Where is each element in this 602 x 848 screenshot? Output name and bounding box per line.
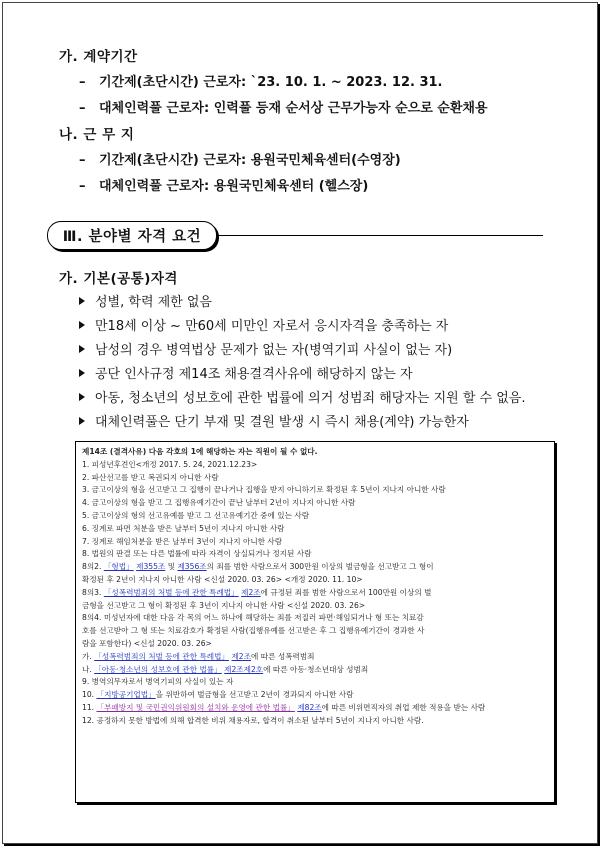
law-link[interactable]: 「성폭력범죄의 처벌 등에 관한 특례법」 bbox=[103, 587, 239, 597]
basic-item: 만18세 이상 ~ 만60세 미만인 자로서 응시자격을 충족하는 자 bbox=[79, 315, 448, 334]
law-link[interactable]: 제82조 bbox=[297, 702, 322, 712]
article-line: 12. 공정하지 못한 방법에 의해 합격한 비위 채용자로, 합격이 취소된 날부터 5년이 지나지 아니한 사람. bbox=[82, 715, 424, 725]
law-link[interactable]: 「부패방지 및 국민권익위원회의 설치와 운영에 관한 법률」 bbox=[96, 702, 295, 712]
section-title: Ⅲ. 분야별 자격 요건 bbox=[47, 221, 217, 250]
article-line: 람을 포함한다) <신설 2020. 03. 26> bbox=[82, 638, 212, 648]
basic-item: 대체인력풀은 단기 부재 및 결원 발생 시 즉시 채용(계약) 가능한자 bbox=[79, 411, 469, 430]
article-title: 제14조 (결격사유) 다음 각호의 1에 해당하는 자는 직원이 될 수 없다. bbox=[82, 447, 318, 456]
article-line: 8. 법원의 판결 또는 다른 법률에 따라 자격이 상실되거나 정지된 사람 bbox=[82, 549, 312, 559]
article-line: 3. 금고이상의 형을 선고받고 그 집행이 끝나거나 집행을 받지 아니하기로 확정된 후 5년이 지나지 아니한 사람 bbox=[82, 485, 446, 495]
article-line: 8의3. 「성폭력범죄의 처벌 등에 관한 특례법」 제2조에 규정된 죄를 범한 사람으로서 100만원 이상의 벌 bbox=[82, 587, 432, 597]
article-line: 가. 「성폭력범죄의 처벌 등에 관한 특례법」 제2조에 따른 성폭력범죄 bbox=[82, 651, 315, 661]
article-line: 10. 「지방공기업법」을 위반하여 벌금형을 선고받고 2년이 경과되지 아니한 사람 bbox=[82, 690, 354, 700]
triangle-bullet-icon bbox=[79, 417, 85, 425]
law-link[interactable]: 제2조제2호 bbox=[224, 664, 264, 674]
article-line: 8의2. 「형법」 제355조 및 제356조의 죄를 범한 사람으로서 300만원 이상의 벌금형을 선고받고 그 형이 bbox=[82, 562, 434, 572]
triangle-bullet-icon bbox=[79, 345, 85, 353]
triangle-bullet-icon bbox=[79, 321, 85, 329]
basic-item: 아동, 청소년의 성보호에 관한 법률에 의거 성범죄 해당자는 지원 할 수 없음. bbox=[79, 387, 525, 406]
contract-heading: 가. 계약기간 bbox=[59, 49, 138, 65]
article-line: 9. 병역의무자로서 병역기피의 사실이 있는 자 bbox=[82, 677, 234, 687]
law-link[interactable]: 제356조 bbox=[177, 562, 207, 572]
article-line: 2. 파산선고를 받고 복권되지 아니한 사람 bbox=[82, 472, 219, 482]
law-link[interactable]: 「아동·청소년의 성보호에 관한 법률」 bbox=[94, 664, 222, 674]
article-line: 6. 징계로 파면 처분을 받은 날부터 5년이 지나지 아니한 사람 bbox=[82, 523, 285, 533]
article-line: 8의4. 미성년자에 대한 다음 각 목의 어느 하나에 해당하는 죄를 저질러 파면·해임되거나 형 또는 치료감 bbox=[82, 613, 424, 623]
basic-item: 성별, 학력 제한 없음 bbox=[79, 291, 212, 310]
law-link[interactable]: 제2조 bbox=[241, 587, 261, 597]
article-line: 11. 「부패방지 및 국민권익위원회의 설치와 운영에 관한 법률」 제82조에 따른 비위면직자의 취업 제한 적용을 받는 사람 bbox=[82, 702, 486, 712]
law-link[interactable]: 제2조 bbox=[231, 651, 251, 661]
basic-item: 남성의 경우 병역법상 문제가 없는 자(병역기피 사실이 없는 자) bbox=[79, 339, 452, 358]
basic-item: 공단 인사규정 제14조 채용결격사유에 해당하지 않는 자 bbox=[79, 363, 413, 382]
article-line: 5. 금고이상의 형의 선고유예를 받고 그 선고유예기간 중에 있는 사람 bbox=[82, 510, 310, 520]
article-line: 1. 피성년후견인<개정 2017. 5. 24, 2021.12.23> bbox=[82, 459, 258, 469]
article-line: 나. 「아동·청소년의 성보호에 관한 법률」 제2조제2호에 따른 아동·청소년대상 성범죄 bbox=[82, 664, 369, 674]
contract-item: – 기간제(초단시간) 근로자: `23. 10. 1. ~ 2023. 12. 31. bbox=[79, 75, 443, 90]
article-line: 금형을 선고받고 그 형이 확정된 후 3년이 지나지 아니한 사람 <신설 2020. 03. 26> bbox=[82, 600, 366, 610]
workplace-item: – 기간제(초단시간) 근로자: 용원국민체육센터(수영장) bbox=[79, 153, 401, 168]
article-line: 4. 금고이상의 형을 받고 그 집행유예기간이 끝난 날부터 2년이 지나지 아니한 사람 bbox=[82, 498, 356, 508]
article-line: 확정된 후 2년이 지나지 아니한 사람 <신설 2020. 03. 26> <개정 2020. 11. 10> bbox=[82, 574, 363, 584]
law-link[interactable]: 제355조 bbox=[136, 562, 166, 572]
workplace-heading: 나. 근 무 지 bbox=[59, 127, 135, 143]
law-link[interactable]: 「지방공기업법」 bbox=[96, 690, 156, 700]
article-line: 7. 징계로 해임처분을 받은 날부터 3년이 지나지 아니한 사람 bbox=[82, 536, 283, 546]
workplace-item: – 대체인력풀 근로자: 용원국민체육센터 (헬스장) bbox=[79, 179, 369, 194]
article-14-box bbox=[75, 441, 555, 803]
document-page bbox=[2, 2, 598, 844]
basic-heading: 가. 기본(공통)자격 bbox=[59, 271, 178, 287]
law-link[interactable]: 「성폭력범죄의 처벌 등에 관한 특례법」 bbox=[94, 651, 230, 661]
triangle-bullet-icon bbox=[79, 369, 85, 377]
contract-item: – 대체인력풀 근로자: 인력풀 등재 순서상 근무가능자 순으로 순환채용 bbox=[79, 101, 488, 116]
triangle-bullet-icon bbox=[79, 393, 85, 401]
law-link[interactable]: 「형법」 bbox=[103, 562, 134, 572]
article-line: 호를 선고받아 그 형 또는 치료감호가 확정된 사람(집행유예를 선고받은 후 그 집행유예기간이 경과한 사 bbox=[82, 626, 425, 636]
triangle-bullet-icon bbox=[79, 297, 85, 305]
section-rule bbox=[217, 235, 543, 236]
